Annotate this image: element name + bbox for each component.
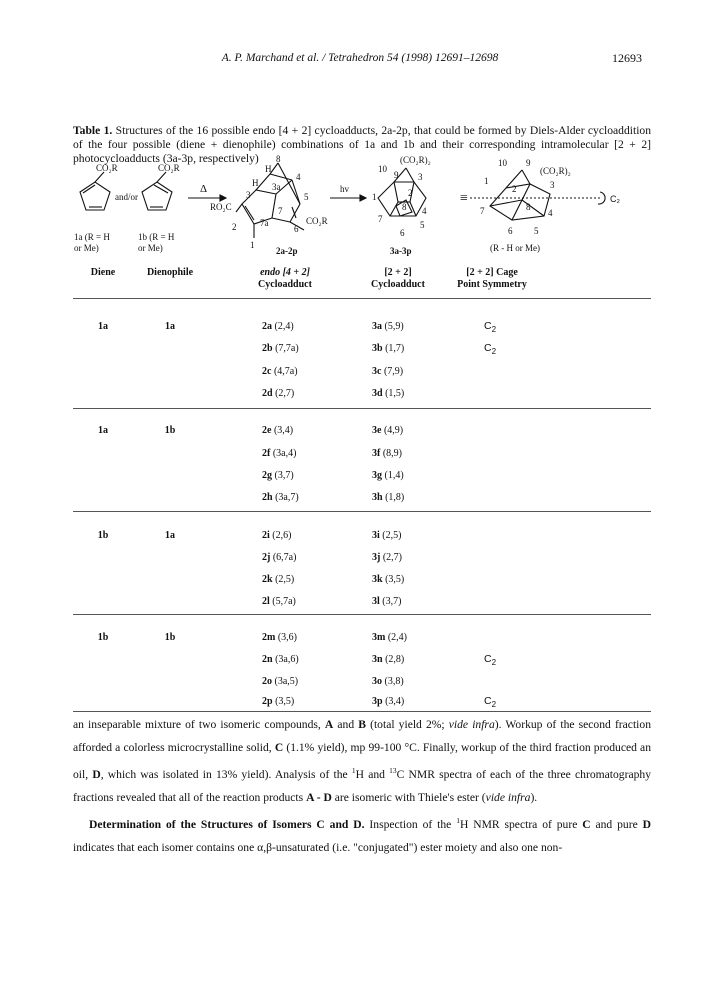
scheme-label-3: 3a-3p bbox=[390, 246, 412, 256]
compound-id: 3f bbox=[372, 448, 381, 459]
compound-ref: A bbox=[324, 718, 334, 731]
text-run: indicates that each isomer contains one α,β-unsaturated (i.e. "conjugated") ester moiety and also one non- bbox=[73, 840, 563, 854]
substituent-positions: (3a,6) bbox=[275, 654, 299, 665]
substituent-positions: (5,9) bbox=[384, 321, 404, 332]
table-cell-cage bbox=[372, 654, 404, 665]
substituent-positions: (4,9) bbox=[383, 425, 404, 436]
substituent-positions: (8,9) bbox=[382, 448, 403, 459]
compound-id: 2h bbox=[262, 492, 273, 503]
text-run: an inseparable mixture of two isomeric compounds, bbox=[73, 718, 325, 731]
scheme-label-1a-l1: 1a (R = H bbox=[74, 232, 110, 242]
scheme-label-1a-l2: or Me) bbox=[74, 243, 99, 253]
atom-label: 10 bbox=[498, 158, 507, 168]
table-cell-endo bbox=[262, 696, 294, 707]
substituent-positions: (3,6) bbox=[277, 632, 298, 643]
atom-label: 8 bbox=[276, 154, 281, 164]
compound-id: 2l bbox=[262, 596, 270, 607]
substituent-positions: (1,4) bbox=[384, 470, 404, 481]
atom-label: H bbox=[265, 164, 272, 174]
table-cell-cage bbox=[372, 366, 403, 377]
compound-id: 3l bbox=[372, 596, 380, 607]
text-run: C NMR spectra of each of the three chromatography fractions revealed that all of the reaction products bbox=[73, 767, 651, 804]
table-cell-dienophile: 1b bbox=[164, 632, 176, 643]
atom-label: (CO₂R)₂ bbox=[540, 166, 571, 176]
point-group-sub: 2 bbox=[491, 347, 497, 357]
text-run: (total yield 2%; bbox=[365, 718, 449, 731]
compound-id: 2c bbox=[262, 366, 272, 377]
point-group: C bbox=[483, 653, 492, 665]
paragraph bbox=[73, 713, 651, 809]
substituent-positions: (3,8) bbox=[384, 676, 404, 687]
table-rule bbox=[73, 298, 651, 299]
table-cell-endo bbox=[262, 574, 294, 585]
atom-label: (CO₂R)₂ bbox=[400, 155, 431, 165]
substituent-positions: (2,5) bbox=[275, 574, 295, 585]
text-run: Inspection of the bbox=[364, 817, 457, 831]
table-cell-cage bbox=[372, 425, 403, 436]
scheme-r-note: (R - H or Me) bbox=[490, 243, 540, 253]
text-run: and bbox=[333, 718, 359, 731]
substituent-positions: (6,7a) bbox=[272, 552, 297, 563]
table-cell-endo bbox=[262, 470, 294, 481]
superscript: 1 bbox=[351, 766, 356, 775]
text-run: H NMR spectra of pure bbox=[459, 817, 583, 831]
table-cell-cage bbox=[372, 388, 404, 399]
table-cell-dienophile: 1a bbox=[165, 530, 175, 541]
substituent-positions: (3,7) bbox=[382, 596, 402, 607]
compound-ref: C bbox=[582, 817, 591, 831]
substituent-positions: (2,6) bbox=[272, 530, 292, 541]
substituent-positions: (3a,5) bbox=[274, 676, 299, 687]
compound-ref: A - D bbox=[306, 790, 332, 804]
table-cell-endo bbox=[262, 492, 299, 503]
table-cell-symmetry bbox=[468, 653, 512, 667]
compound-id: 3d bbox=[372, 388, 383, 399]
compound-id: 3m bbox=[372, 632, 386, 643]
substituent-positions: (3a,4) bbox=[272, 448, 297, 459]
table-rule bbox=[73, 511, 651, 512]
atom-label: 6 bbox=[508, 226, 513, 236]
compound-id: 2g bbox=[262, 470, 272, 481]
atom-label: 7 bbox=[378, 214, 383, 224]
text-run: are isomeric with Thiele's ester ( bbox=[331, 790, 486, 804]
table-cell-cage bbox=[372, 574, 404, 585]
compound-ref: C bbox=[274, 741, 284, 754]
scheme-equals: ≡ bbox=[460, 191, 468, 206]
substituent-positions: (2,4) bbox=[274, 321, 294, 332]
paragraph bbox=[73, 809, 651, 859]
table-cell-diene: 1a bbox=[98, 425, 108, 436]
compound-id: 2n bbox=[262, 654, 273, 665]
reaction-scheme bbox=[60, 154, 660, 264]
atom-label: 8 bbox=[402, 202, 407, 212]
substituent-positions: (3a,7) bbox=[275, 492, 299, 503]
table-cell-cage bbox=[372, 632, 407, 643]
scheme-label-1b-l1: 1b (R = H bbox=[138, 232, 175, 242]
table-cell-cage bbox=[372, 492, 404, 503]
compound-id: 3c bbox=[372, 366, 382, 377]
atom-label: RO₂C bbox=[210, 202, 232, 212]
atom-label: 7a bbox=[260, 218, 269, 228]
point-group-sub: 2 bbox=[491, 700, 497, 710]
atom-label: 6 bbox=[294, 224, 299, 234]
point-group-sub: 2 bbox=[491, 325, 497, 335]
table-cell-endo bbox=[262, 632, 297, 643]
compound-id: 3e bbox=[372, 425, 382, 436]
atom-label: 10 bbox=[378, 164, 387, 174]
table-cell-dienophile: 1a bbox=[165, 321, 175, 332]
atom-label: 1 bbox=[250, 240, 255, 250]
substituent-positions: (7,9) bbox=[383, 366, 404, 377]
table-cell-endo bbox=[262, 676, 298, 687]
compound-id: 3p bbox=[372, 696, 383, 707]
compound-id: 2a bbox=[262, 321, 272, 332]
substituent-positions: (2,8) bbox=[385, 654, 405, 665]
table-cell-endo bbox=[262, 448, 296, 459]
text-run: (1.1% yield), mp 99-100 °C. Finally, workup of the third fraction produced an oil, bbox=[73, 741, 651, 781]
table-cell-symmetry bbox=[468, 695, 512, 709]
text-run: and pure bbox=[590, 817, 643, 831]
compound-ref: B bbox=[358, 718, 366, 731]
compound-id: 3k bbox=[372, 574, 383, 585]
compound-id: 3a bbox=[372, 321, 382, 332]
table-cell-endo bbox=[262, 654, 299, 665]
atom-label: 1 bbox=[372, 192, 377, 202]
compound-id: 3n bbox=[372, 654, 383, 665]
col-head-cage-l1: [2 + 2] bbox=[384, 267, 412, 278]
point-group: C bbox=[483, 320, 492, 332]
scheme-co2r-1: CO₂R bbox=[96, 163, 118, 173]
atom-label: 5 bbox=[420, 220, 425, 230]
table-cell-symmetry bbox=[468, 342, 512, 356]
table-cell-endo bbox=[262, 388, 294, 399]
scheme-hv: hv bbox=[340, 184, 349, 194]
text-run: , which was isolated in 13% yield). Analysis of the bbox=[100, 767, 352, 781]
table-cell-endo bbox=[262, 425, 293, 436]
compound-id: 2f bbox=[262, 448, 271, 459]
col-head-cage-l2: Cycloadduct bbox=[371, 279, 425, 290]
atom-label: 8 bbox=[526, 202, 531, 212]
table-cell-cage bbox=[372, 530, 401, 541]
atom-label: 7 bbox=[278, 206, 283, 216]
atom-label: 3 bbox=[418, 172, 423, 182]
atom-label: 5 bbox=[304, 192, 309, 202]
substituent-positions: (3,5) bbox=[275, 696, 295, 707]
substituent-positions: (2,4) bbox=[387, 632, 408, 643]
compound-id: 2k bbox=[262, 574, 273, 585]
table-cell-dienophile: 1b bbox=[164, 425, 176, 436]
compound-id: 3b bbox=[372, 343, 383, 354]
col-head-endo-l1: endo [4 + 2] bbox=[260, 267, 310, 278]
atom-label: 9 bbox=[394, 170, 399, 180]
substituent-positions: (5,7a) bbox=[272, 596, 296, 607]
substituent-positions: (3,5) bbox=[385, 574, 405, 585]
caption-label: Table 1. bbox=[73, 124, 113, 137]
substituent-positions: (1,5) bbox=[385, 388, 405, 399]
running-head: A. P. Marchand et al. / Tetrahedron 54 (1998) 12691–12698 bbox=[221, 52, 499, 64]
atom-label: 3a bbox=[272, 182, 281, 192]
compound-id: 3h bbox=[372, 492, 383, 503]
table-cell-cage bbox=[372, 676, 404, 687]
col-head-cage bbox=[358, 267, 438, 291]
atom-label: CO₂R bbox=[306, 216, 328, 226]
table-cell-endo bbox=[262, 530, 291, 541]
point-group-sub: 2 bbox=[491, 658, 497, 668]
substituent-positions: (7,7a) bbox=[275, 343, 299, 354]
col-head-sym-l2: Point Symmetry bbox=[457, 279, 527, 290]
compound-id: 2d bbox=[262, 388, 273, 399]
table-cell-cage bbox=[372, 448, 402, 459]
table-cell-diene: 1b bbox=[97, 530, 109, 541]
col-head-dienophile: Dienophile bbox=[146, 267, 194, 278]
atom-label: 4 bbox=[422, 206, 427, 216]
table-rule bbox=[73, 408, 651, 409]
atom-label: 6 bbox=[400, 228, 405, 238]
table-cell-endo bbox=[262, 552, 296, 563]
table-cell-endo bbox=[262, 366, 298, 377]
atom-label: 5 bbox=[534, 226, 539, 236]
point-group: C bbox=[483, 342, 492, 354]
body-text bbox=[73, 713, 651, 859]
text-run: vide infra bbox=[448, 718, 495, 731]
table-cell-diene: 1b bbox=[97, 632, 109, 643]
text-run: vide infra bbox=[485, 790, 531, 804]
substituent-positions: (1,8) bbox=[385, 492, 405, 503]
compound-id: 2p bbox=[262, 696, 273, 707]
table-rule bbox=[73, 614, 651, 615]
superscript: 1 bbox=[456, 815, 460, 825]
text-run: H and bbox=[355, 767, 390, 781]
col-head-sym-l1: [2 + 2] Cage bbox=[466, 267, 518, 278]
atom-label: 4 bbox=[548, 208, 553, 218]
compound-id: 2o bbox=[262, 676, 272, 687]
table-cell-endo bbox=[262, 596, 296, 607]
substituent-positions: (3,4) bbox=[385, 696, 405, 707]
atom-label: 9 bbox=[526, 158, 531, 168]
compound-ref: D bbox=[642, 817, 651, 831]
text-run: ). bbox=[530, 790, 538, 804]
page-number: 12693 bbox=[612, 51, 642, 65]
atom-label: 3 bbox=[550, 180, 555, 190]
col-head-endo-l2: Cycloadduct bbox=[258, 279, 312, 290]
compound-id: 2m bbox=[262, 632, 276, 643]
superscript: 13 bbox=[389, 766, 397, 775]
compound-id: 2i bbox=[262, 530, 270, 541]
scheme-delta: Δ bbox=[200, 183, 208, 195]
atom-label: 2 bbox=[512, 184, 517, 194]
atom-label: 2 bbox=[232, 222, 237, 232]
substituent-positions: (2,7) bbox=[275, 388, 295, 399]
col-head-symmetry bbox=[450, 267, 534, 291]
substituent-positions: (1,7) bbox=[385, 343, 405, 354]
table-cell-cage bbox=[372, 552, 402, 563]
substituent-positions: (2,7) bbox=[382, 552, 403, 563]
col-head-diene: Diene bbox=[90, 267, 116, 278]
point-group: C bbox=[483, 695, 492, 707]
compound-id: 2j bbox=[262, 552, 271, 563]
atom-label: 7 bbox=[480, 206, 485, 216]
substituent-positions: (4,7a) bbox=[273, 366, 298, 377]
table-cell-endo bbox=[262, 321, 294, 332]
table-cell-endo bbox=[262, 343, 299, 354]
text-run: ). Workup of the second fraction afforded a colorless microcrystalline solid, bbox=[73, 718, 651, 754]
substituent-positions: (3,4) bbox=[273, 425, 294, 436]
scheme-c2-axis: C₂ bbox=[610, 194, 620, 204]
compound-ref: D bbox=[92, 767, 101, 781]
table-rule bbox=[73, 711, 651, 712]
scheme-label-2: 2a-2p bbox=[276, 246, 298, 256]
table-cell-cage bbox=[372, 321, 404, 332]
table-cell-cage bbox=[372, 696, 404, 707]
compound-id: 2b bbox=[262, 343, 273, 354]
atom-label: 4 bbox=[296, 172, 301, 182]
atom-label: H bbox=[252, 178, 259, 188]
compound-id: 2e bbox=[262, 425, 272, 436]
table-cell-cage bbox=[372, 470, 404, 481]
col-head-endo bbox=[245, 267, 325, 291]
table-cell-cage bbox=[372, 596, 401, 607]
substituent-positions: (3,7) bbox=[274, 470, 294, 481]
table-cell-cage bbox=[372, 343, 404, 354]
atom-label: 3 bbox=[246, 190, 251, 200]
scheme-and-or: and/or bbox=[115, 192, 138, 202]
scheme-label-1b-l2: or Me) bbox=[138, 243, 163, 253]
compound-id: 3g bbox=[372, 470, 382, 481]
compound-id: 3i bbox=[372, 530, 380, 541]
table-cell-diene: 1a bbox=[98, 321, 108, 332]
compound-id: 3j bbox=[372, 552, 381, 563]
atom-label: 1 bbox=[484, 176, 489, 186]
substituent-positions: (2,5) bbox=[382, 530, 402, 541]
table-cell-symmetry bbox=[468, 320, 512, 334]
caption-text: Structures of the 16 possible endo [4 + 2] cycloadducts, 2a-2p, that could be formed by Diels-Alder cycloaddition of the four possible (diene + dienophile) combinations of 1a and 1b and their corresponding intramolecular [2 + 2] photocycloadducts (3a-3p, respectively) bbox=[73, 124, 652, 165]
section-heading: Determination of the Structures of Isomers C and D. bbox=[89, 817, 365, 831]
scheme-co2r-2: CO₂R bbox=[158, 163, 180, 173]
atom-label: 2 bbox=[408, 188, 413, 198]
compound-id: 3o bbox=[372, 676, 382, 687]
